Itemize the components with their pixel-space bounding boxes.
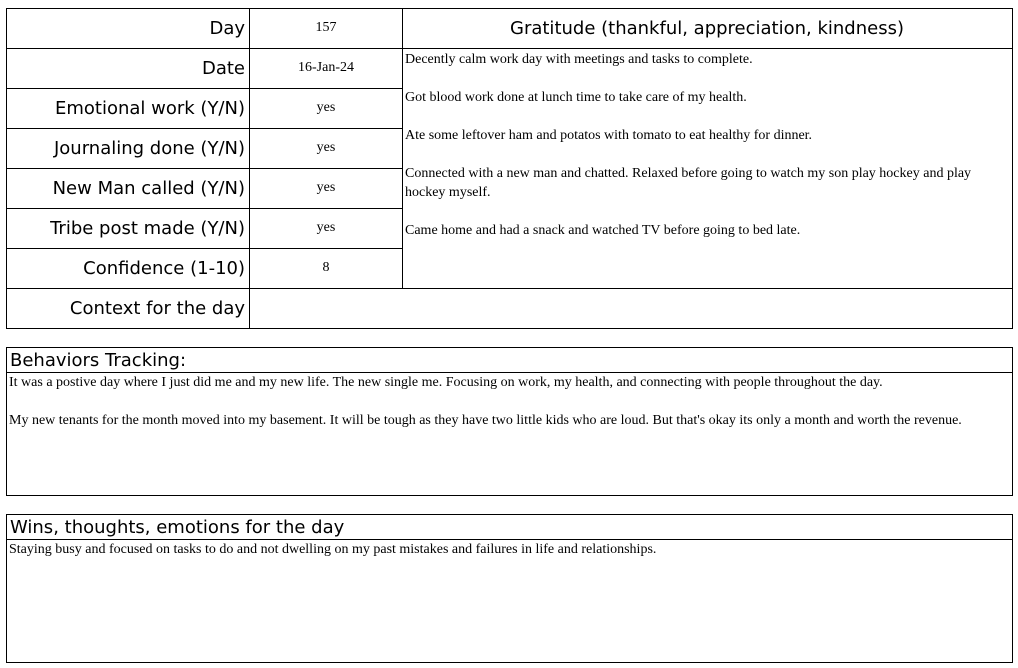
behaviors-body[interactable]	[7, 373, 1012, 430]
wins-section	[6, 514, 1013, 663]
date-label: Date	[201, 57, 245, 79]
new-man-called-label: New Man called (Y/N)	[52, 177, 245, 199]
tribe-post-label: Tribe post made (Y/N)	[50, 217, 245, 239]
new-man-called-value[interactable]: yes	[316, 180, 336, 195]
tribe-post-value[interactable]: yes	[316, 220, 336, 235]
wins-body[interactable]	[7, 540, 1012, 559]
gratitude-entry: Came home and had a snack and watched TV before going to bed late.	[405, 223, 801, 238]
emotional-work-label: Emotional work (Y/N)	[54, 97, 245, 119]
emotional-work-value[interactable]: yes	[316, 100, 336, 115]
confidence-value[interactable]: 8	[322, 260, 330, 275]
gratitude-entries[interactable]	[405, 50, 1010, 288]
confidence-label: Confidence (1-10)	[83, 257, 245, 279]
wins-paragraph: Staying busy and focused on tasks to do and not dwelling on my past mistakes and failures in life and relationships.	[9, 542, 657, 557]
column-divider-value	[402, 8, 403, 289]
behaviors-section	[6, 347, 1013, 496]
day-value[interactable]: 157	[315, 20, 337, 35]
journaling-label: Journaling done (Y/N)	[53, 137, 245, 159]
context-input[interactable]	[250, 289, 1012, 328]
gratitude-entry: Got blood work done at lunch time to take care of my health.	[405, 90, 747, 105]
wins-title: Wins, thoughts, emotions for the day	[7, 515, 1012, 540]
gratitude-entry: Ate some leftover ham and potatos with tomato to eat healthy for dinner.	[405, 128, 813, 143]
gratitude-entry: Decently calm work day with meetings and tasks to complete.	[405, 52, 753, 67]
journaling-value[interactable]: yes	[316, 140, 336, 155]
table-border-bottom	[6, 328, 1013, 329]
gratitude-entry: Connected with a new man and chatted. Relaxed before going to watch my son play hockey and play hockey myself.	[405, 166, 972, 200]
behaviors-paragraph: It was a postive day where I just did me and my new life. The new single me. Focusing on work, my health, and connecting with people throughout the day.	[9, 375, 883, 390]
gratitude-title: Gratitude (thankful, appreciation, kindness)	[510, 17, 904, 39]
behaviors-title: Behaviors Tracking:	[7, 348, 1012, 373]
date-value[interactable]: 16-Jan-24	[298, 60, 354, 75]
daily-tracker-table	[6, 8, 1013, 329]
context-label: Context for the day	[69, 297, 245, 319]
day-label: Day	[209, 17, 245, 39]
table-border-right	[1012, 8, 1013, 329]
behaviors-paragraph: My new tenants for the month moved into my basement. It will be tough as they have two little kids who are loud. But that's okay its only a month and worth the revenue.	[9, 413, 962, 428]
